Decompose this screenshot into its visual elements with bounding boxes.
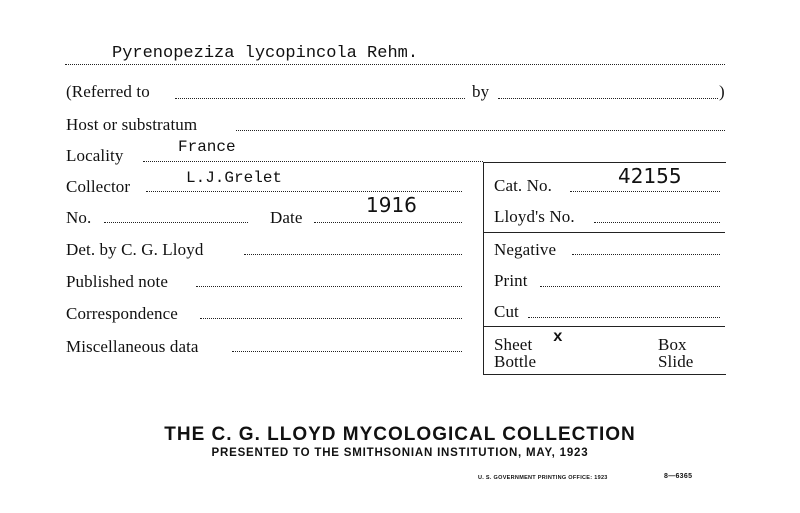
cut-line — [528, 317, 720, 318]
specimen-name-line — [65, 64, 725, 65]
specimen-name: Pyrenopeziza lycopincola Rehm. — [112, 44, 419, 63]
by-label: by — [472, 82, 490, 101]
sheet-mark: x — [553, 328, 563, 346]
print-line — [540, 286, 720, 287]
locality-value: France — [178, 138, 236, 156]
locality-line — [143, 161, 483, 162]
published-note-label: Published note — [66, 272, 168, 291]
collection-subtitle: PRESENTED TO THE SMITHSONIAN INSTITUTION, MAY, 1923 — [211, 447, 589, 459]
cat-no-label: Cat. No. — [494, 176, 552, 195]
correspondence-label: Correspondence — [66, 304, 178, 323]
locality-label: Locality — [66, 146, 124, 165]
printing-office-line: U. S. GOVERNMENT PRINTING OFFICE: 1923 — [478, 475, 608, 481]
date-line — [314, 222, 462, 223]
by-line — [498, 98, 718, 99]
box-divider-2 — [483, 326, 725, 327]
date-label: Date — [270, 208, 303, 227]
box-type-label: Box — [658, 335, 687, 354]
cat-no-line — [570, 191, 720, 192]
collector-label: Collector — [66, 177, 131, 196]
no-label: No. — [66, 208, 92, 227]
print-label: Print — [494, 271, 528, 290]
det-by-label: Det. by C. G. Lloyd — [66, 240, 204, 259]
no-line — [104, 222, 248, 223]
sheet-label: Sheet — [494, 335, 533, 354]
negative-label: Negative — [494, 240, 557, 259]
host-label: Host or substratum — [66, 115, 198, 134]
date-value: 1916 — [366, 193, 417, 217]
collector-line — [146, 191, 462, 192]
negative-line — [572, 254, 720, 255]
misc-line — [232, 351, 462, 352]
lloyds-no-label: Lloyd's No. — [494, 207, 575, 226]
host-line — [236, 130, 725, 131]
collector-value: L.J.Grelet — [186, 169, 283, 187]
misc-label: Miscellaneous data — [66, 337, 199, 356]
bottle-label: Bottle — [494, 352, 537, 371]
collection-title: THE C. G. LLOYD MYCOLOGICAL COLLECTION — [164, 424, 636, 445]
referred-to-line — [175, 98, 465, 99]
cut-label: Cut — [494, 302, 519, 321]
det-by-line — [244, 254, 462, 255]
lloyds-no-line — [594, 222, 720, 223]
close-paren: ) — [719, 82, 725, 101]
cat-no-value: 42155 — [618, 164, 682, 188]
box-divider-1 — [483, 232, 725, 233]
referred-to-label: (Referred to — [66, 82, 150, 101]
slide-label: Slide — [658, 352, 694, 371]
published-note-line — [196, 286, 462, 287]
form-number: 8—6365 — [664, 473, 693, 480]
correspondence-line — [200, 318, 462, 319]
